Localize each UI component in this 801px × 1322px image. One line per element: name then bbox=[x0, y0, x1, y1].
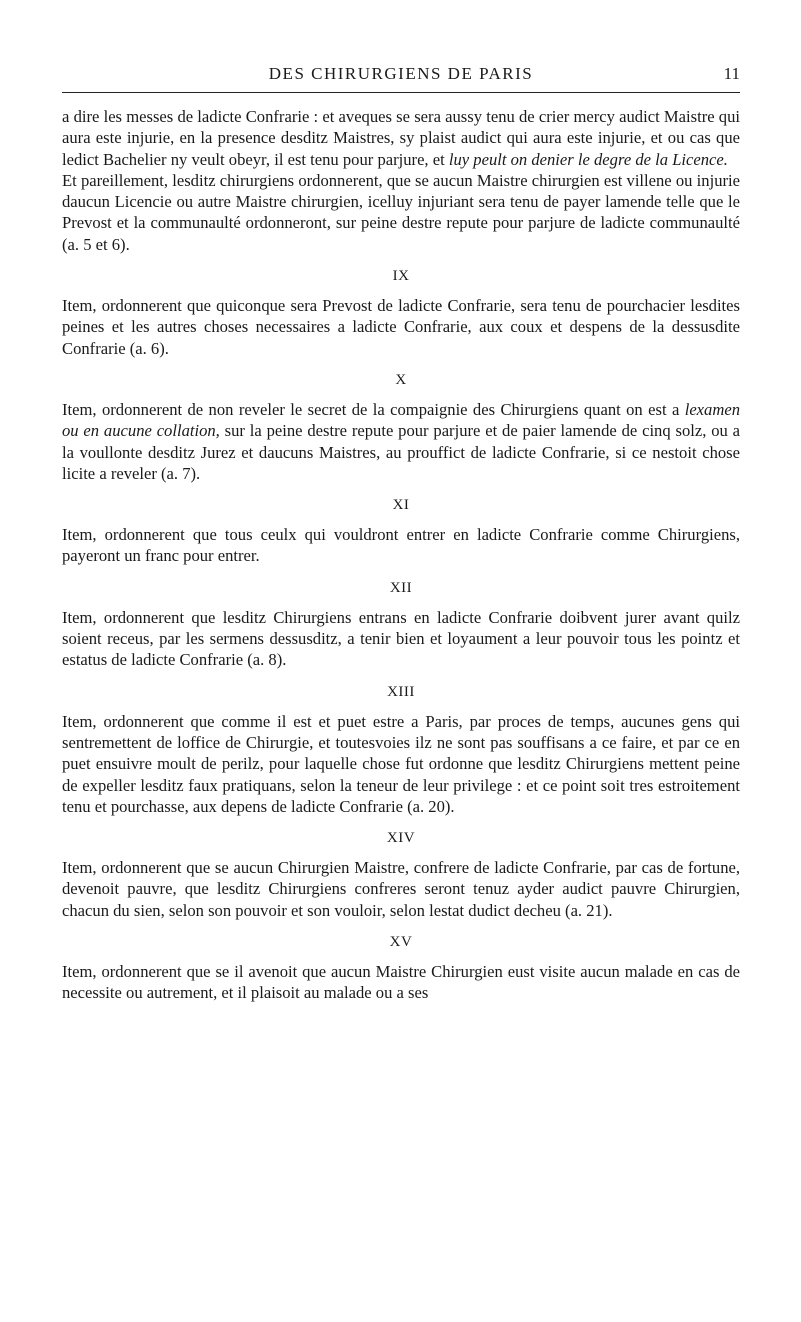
article-text-xii: Item, ordonnerent que lesditz Chirurgiens entrans en ladicte Confrarie doibvent jurer avant quilz soient receus, par les sermens dessusditz, a tenir bien et loyaument a leur pouvoir tous les pointz et estatus de ladicte Confrarie (a. 8). bbox=[62, 607, 740, 670]
running-head bbox=[62, 62, 740, 93]
article-text-x bbox=[62, 399, 740, 484]
article-number-xv: XV bbox=[389, 934, 413, 951]
running-title: DES CHIRURGIENS DE PARIS bbox=[268, 64, 534, 83]
paragraph-intro-1-italic: luy peult on denier le degre de la Licence. bbox=[448, 149, 728, 169]
article-text-x-b: sur la peine destre repute pour parjure et de paier lamende de cinq solz, ou a la voullonte desditz Jurez et daucuns Maistres, au prouffict de ladicte Confrarie, si ce nestoit chose licite a reveler (a. 7). bbox=[62, 421, 741, 483]
paragraph-intro-1-text: a dire les messes de ladicte Confrarie : et aveques se sera aussy tenu de crier mercy audict Maistre qui aura este injurie, en la presence desditz Maistres, sy plaist audict qui aura este injurie, et ou cas que ledict Bachelier ny veult obeyr, il est tenu pour parjure, et bbox=[62, 107, 740, 169]
article-number-xiv: XIV bbox=[386, 830, 416, 847]
page bbox=[62, 62, 740, 1004]
article-number-xi: XI bbox=[392, 497, 410, 514]
article-number-x: X bbox=[395, 371, 407, 388]
article-number-xiii: XIII bbox=[387, 683, 415, 700]
article-text-ix: Item, ordonnerent que quiconque sera Prevost de ladicte Confrarie, sera tenu de pourchacier lesdites peines et les autres choses necessaires a ladicte Confrarie, aux coux et despens de la dessusdite Confrarie (a. 6). bbox=[62, 296, 740, 358]
page-number: 11 bbox=[723, 64, 740, 83]
article-text-xiii: Item, ordonnerent que comme il est et puet estre a Paris, par proces de temps, aucunes gens qui sentremettent de loffice de Chirurgie, et toutesvoies ilz ne sont pas souffisans a ce faire, et par ce en puet ensuivre moult de perilz, pour laquelle chose fut ordonne que lesditz Chirurgiens mettent peine de expeller lesditz faux pratiquans, selon la teneur de leur privilege : et ce point soit tres estroitement tenu et pourchasse, aux depens de ladicte Confrarie (a. 20). bbox=[62, 711, 740, 816]
paragraph-intro-2: Et pareillement, lesditz chirurgiens ordonnerent, que se aucun Maistre chirurgien est villene ou injurie daucun Licencie ou autre Maistre chirurgien, icelluy injuriant sera tenu de payer lamende telle que le Prevost et la communaulté ordonneront, sur peine destre repute pour parjure de ladicte communaulté (a. 5 et 6). bbox=[62, 170, 740, 254]
article-text-x-a: Item, ordonnerent de non reveler le secret de la compaignie des Chirurgiens quant on est a bbox=[62, 399, 685, 419]
body-text bbox=[62, 106, 740, 1004]
article-text-x-italic: lexamen ou en aucune collation, bbox=[62, 399, 740, 441]
article-number-xii: XII bbox=[389, 579, 413, 596]
article-text-xv: Item, ordonnerent que se il avenoit que aucun Maistre Chirurgien eust visite aucun malade en cas de necessite ou autrement, et il plaisoit au malade ou a ses bbox=[62, 962, 740, 1003]
paragraph-intro-1 bbox=[62, 106, 740, 170]
article-text-xi: Item, ordonnerent que tous ceulx qui vouldront entrer en ladicte Confrarie comme Chirurgiens, payeront un franc pour entrer. bbox=[62, 525, 740, 566]
article-text-xiv: Item, ordonnerent que se aucun Chirurgien Maistre, confrere de ladicte Confrarie, par cas de fortune, devenoit pauvre, que lesditz Chirurgiens confreres seront tenuz ayder audict pauvre Chirurgien, chacun du sien, selon son pouvoir et son vouloir, selon lestat dudict decheu (a. 21). bbox=[62, 858, 740, 920]
article-number-ix: IX bbox=[392, 268, 410, 285]
